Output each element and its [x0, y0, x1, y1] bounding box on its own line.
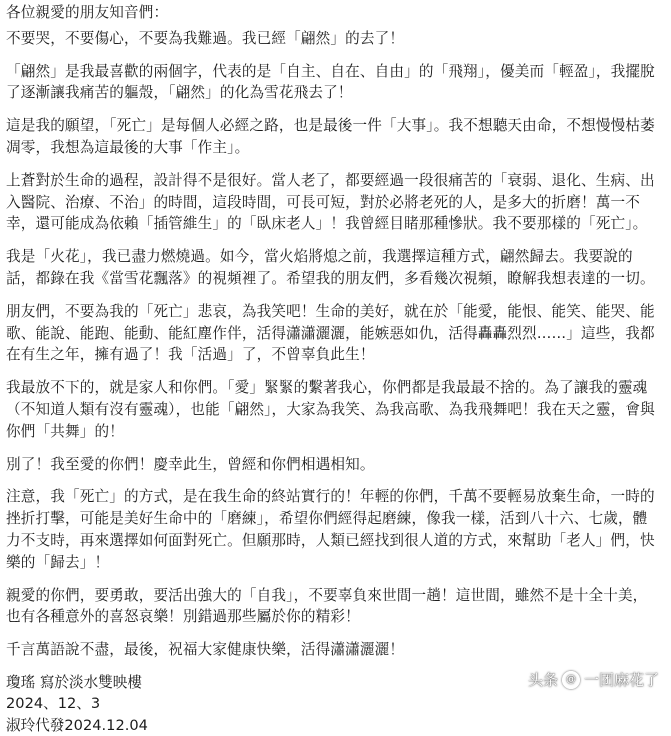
letter-paragraph: 朋友們，不要為我的「死亡」悲哀，為我笑吧！生命的美好，就在於「能愛，能恨、能笑、能哭、能歌、能說、能跑、能動、能紅塵作伴，活得瀟瀟灑灑，能嫉惡如仇，活得轟轟烈烈……」這些，我都在有生之年，擁有過了！我「活過」了，不曾辜負此生！: [6, 302, 655, 364]
letter-document: [6, 2, 662, 736]
watermark: [528, 669, 659, 690]
signature-date: 2024、12、3: [6, 695, 101, 713]
letter-paragraph: 千言萬語說不盡，最後，祝福大家健康快樂，活得瀟瀟灑灑！: [6, 641, 405, 659]
letter-paragraph: 親愛的你們，要勇敢，要活出強大的「自我」，不要辜負來世間一趟！這世間，雖然不是十全十美，也有各種意外的喜怒哀樂！別錯過那些屬於你的精彩！: [6, 586, 648, 626]
signature-author: 瓊瑤 寫於淡水雙映樓: [6, 673, 142, 691]
letter-paragraph: 不要哭，不要傷心，不要為我難過。我已經「翩然」的去了！: [6, 29, 405, 47]
letter-paragraph: 注意，我「死亡」的方式，是在我生命的終站實行的！年輕的你們，千萬不要輕易放棄生命，一時的挫折打擊，可能是美好生命中的「磨練」，希望你們經得起磨練，像我一樣，活到八十六、七歲，體力不支時，再來選擇如何面對死亡。但願那時，人類已經找到很人道的方式，來幫助「老人」們，快樂的「歸去」！: [6, 488, 655, 571]
letter-paragraph: 我是「火花」，我已盡力燃燒過。如今，當火焰將熄之前，我選擇這種方式，翩然歸去。我要說的話，都錄在我《當雪花飄落》的視頻裡了。希望我的朋友們，多看幾次視頻，瞭解我想表達的一切。: [6, 248, 655, 287]
letter-paragraph: 我最放不下的，就是家人和你們。「愛」緊緊的繫著我心，你們都是我最最不捨的。為了讓我的靈魂（不知道人類有沒有靈魂），也能「翩然」，大家為我笑、為我高歌、為我飛舞吧！我在天之靈，會與你們「共舞」的！: [6, 379, 655, 440]
letter-paragraph: 別了！我至愛的你們！慶幸此生，曾經和你們相遇相知。: [6, 455, 375, 473]
letter-paragraph: 上蒼對於生命的過程，設計得不是很好。當人老了，都要經過一段很痛苦的「衰弱、退化、生病、出入醫院、治療、不治」的時間，這段時間，可長可短，對於必將老死的人，是多大的折磨！萬一不幸，還可能成為依賴「插管維生」的「臥床老人」！我曾經目睹那種慘狀。我不要那樣的「死亡」。: [6, 171, 655, 233]
letter-paragraph: 這是我的願望，「死亡」是每個人必經之路，也是最後一件「大事」。我不想聽天由命，不想慢慢枯萎凋零，我想為這最後的大事「作主」。: [6, 117, 655, 156]
at-icon: @: [562, 671, 580, 689]
watermark-source: 头条: [527, 671, 558, 689]
letter-salutation: 各位親愛的朋友知音們：: [6, 4, 169, 21]
signature-sender: 淑玲代發2024.12.04: [6, 716, 148, 734]
letter-paragraph: 「翩然」是我最喜歡的兩個字，代表的是「自主、自在、自由」的「飛翔」，優美而「輕盈」，我擺脫了逐漸讓我痛苦的軀殼，「翩然」的化為雪花飛去了！: [6, 62, 655, 102]
watermark-author: 一团麻花了: [583, 671, 659, 689]
